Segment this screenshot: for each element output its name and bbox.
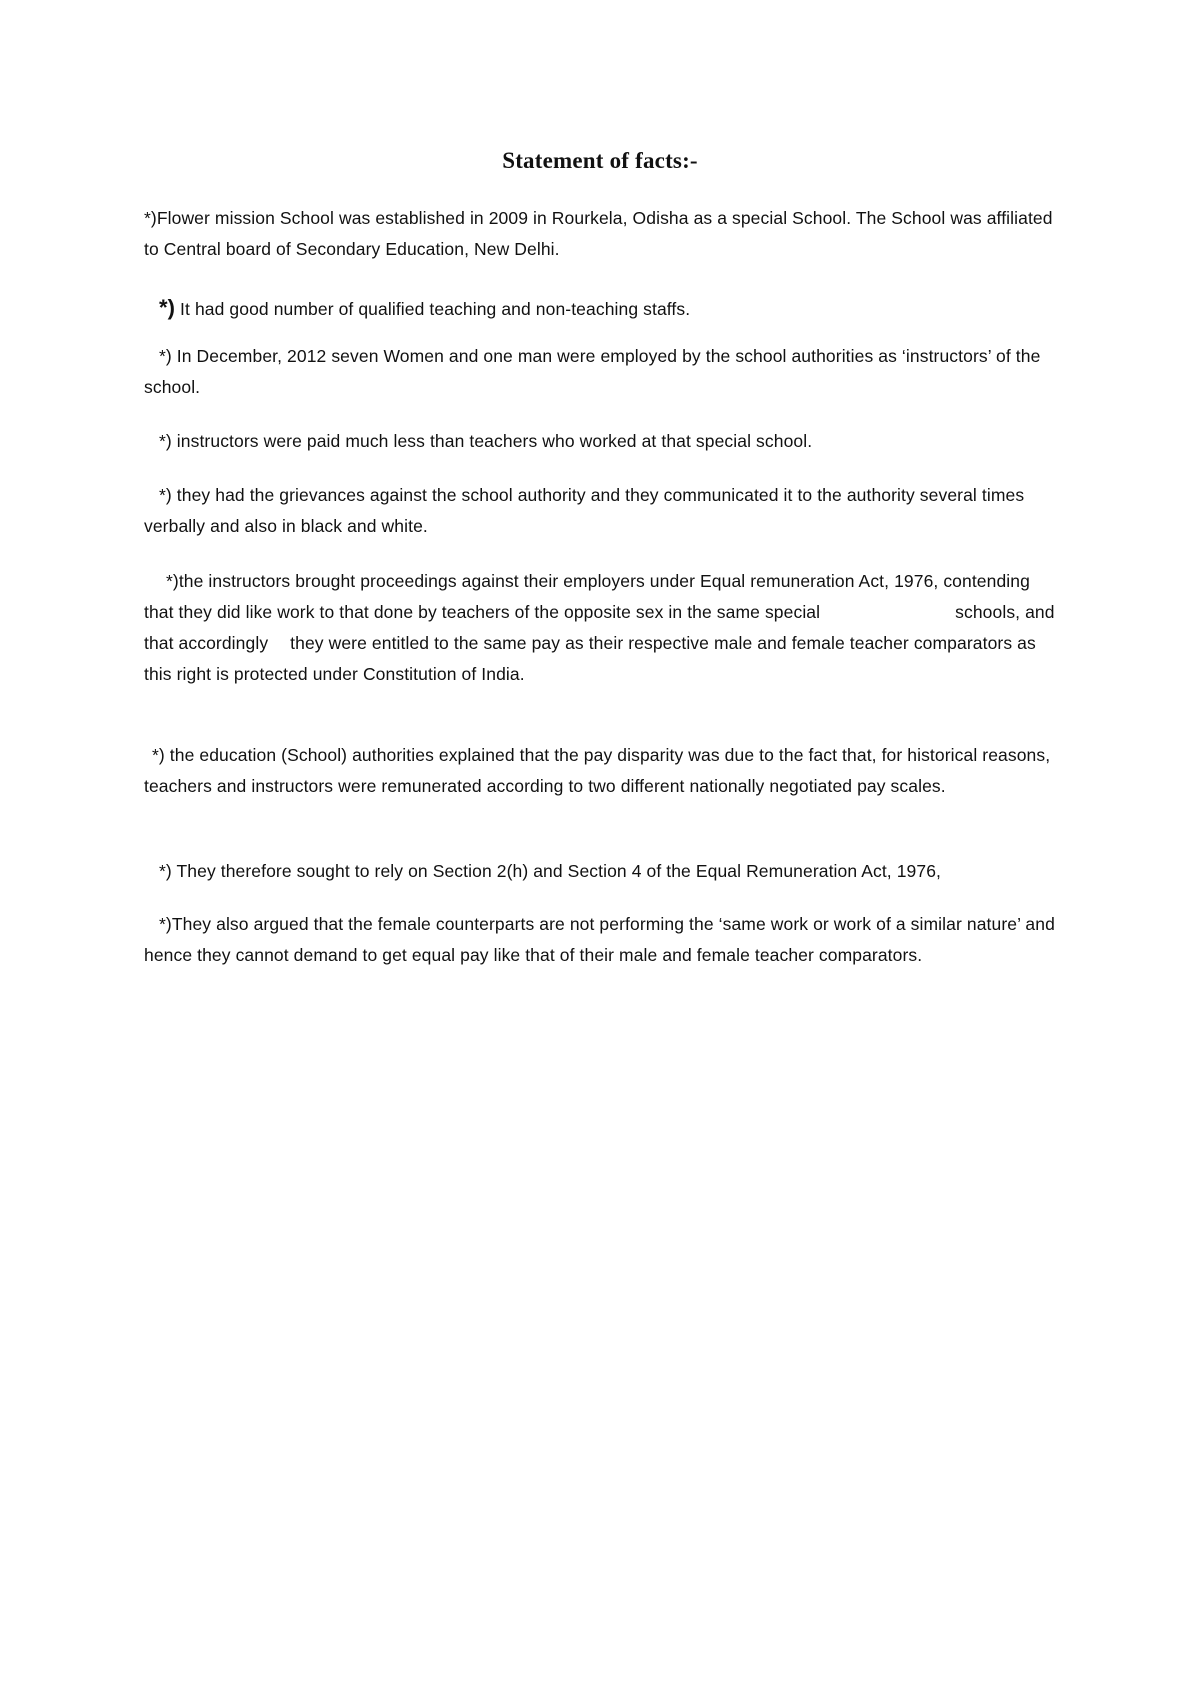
- paragraph-text-part-b: schools, and that accordingly: [144, 602, 1055, 653]
- paragraph-text: It had good number of qualified teaching and non-teaching staffs.: [175, 299, 691, 319]
- paragraph-pay-disparity: *) the education (School) authorities explained that the pay disparity was due to the fact that, for historical reasons, teachers and instructors were remunerated according to two different nationally negotiated pay scales.: [144, 745, 1051, 796]
- paragraph-female-counterparts: *)They also argued that the female counterparts are not performing the ‘same work or work of a similar nature’ and hence they cannot demand to get equal pay like that of their male and female teacher comparators.: [144, 914, 1055, 965]
- document-title: Statement of facts:-: [502, 148, 698, 173]
- paragraph-instructors-paid-less: *) instructors were paid much less than teachers who worked at that special school.: [159, 431, 813, 451]
- paragraph-school-established: *)Flower mission School was established in 2009 in Rourkela, Odisha as a special School. The School was affiliated to Central board of Secondary Education, New Delhi.: [144, 208, 1053, 259]
- paragraph-qualified-staff: [159, 292, 1079, 325]
- paragraph-section-reliance: *) They therefore sought to rely on Section 2(h) and Section 4 of the Equal Remuneration Act, 1976,: [159, 861, 941, 881]
- paragraph-instructors-employed: *) In December, 2012 seven Women and one man were employed by the school authorities as ‘instructors’ of the school.: [144, 346, 1041, 397]
- paragraph-proceedings: [144, 566, 1064, 690]
- paragraph-text-part-c: they were entitled to the same pay as their respective male and female teacher comparators as this right is protected under Constitution of India.: [144, 633, 1036, 684]
- bullet-marker: *): [159, 295, 176, 320]
- paragraph-grievances: *) they had the grievances against the school authority and they communicated it to the authority several times verbally and also in black and white.: [144, 485, 1025, 536]
- paragraph-text-part-a: *)the instructors brought proceedings against their employers under Equal remuneration Act, 1976, contending that they did like work to that done by teachers of the opposite sex in the same special: [144, 571, 1030, 622]
